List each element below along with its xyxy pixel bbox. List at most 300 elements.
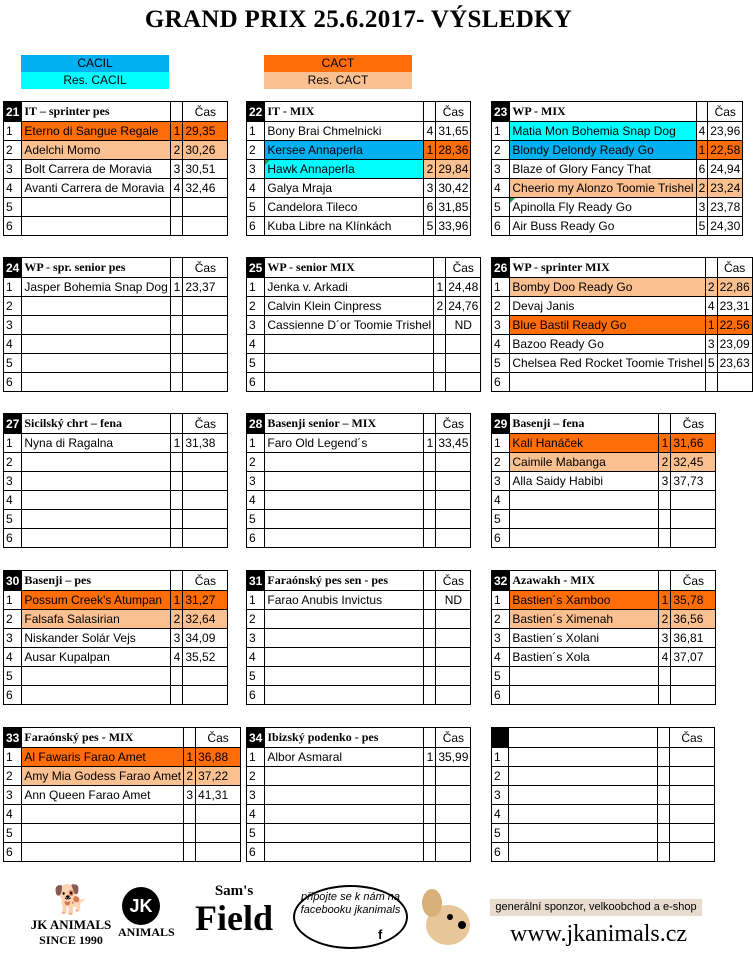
dog-name: Blue Bastil Ready Go [510,316,706,335]
results-table [3,257,228,392]
run-time: 32,64 [183,610,228,629]
row-rank: 6 [4,529,22,548]
dog-name [265,373,434,392]
row-rank: 6 [492,217,510,236]
cartoon-dog-illustration [410,881,482,953]
table-row [247,767,471,786]
time-header: Čas [436,728,471,748]
run-time: 35,52 [183,648,228,667]
table-row [247,610,471,629]
jk-animals-since-1990-logo [30,883,112,951]
dog-name: Kuba Libre na Klínkách [265,217,424,236]
placement: 2 [184,767,196,786]
time-header: Čas [671,571,716,591]
table-row [247,648,471,667]
placement: 2 [659,610,671,629]
dog-name [22,297,171,316]
category-title: Basenji senior – MIX [265,414,424,434]
dog-name: Bomby Doo Ready Go [510,278,706,297]
row-rank: 5 [247,510,265,529]
run-time [436,491,471,510]
run-time [436,767,471,786]
placement: 1 [424,434,436,453]
row-rank: 6 [247,843,265,862]
dog-icon: 🐕 [53,884,89,915]
table-row [4,141,228,160]
row-rank: 4 [247,179,265,198]
header-blank [424,414,436,434]
row-rank: 3 [4,160,22,179]
table-row [492,198,743,217]
row-rank: 5 [4,824,22,843]
category-title: WP - MIX [510,102,696,122]
run-time: 23,37 [183,278,228,297]
table-row [247,629,471,648]
row-rank: 5 [4,667,22,686]
placement: 2 [696,179,708,198]
time-header: Čas [436,414,471,434]
row-rank: 4 [247,805,265,824]
table-row [4,198,228,217]
table-row [4,160,228,179]
row-rank: 4 [247,335,265,354]
row-rank: 2 [4,141,22,160]
dog-name: Avanti Carrera de Moravia [22,179,171,198]
row-rank: 3 [4,629,22,648]
dog-name: Cassienne D´or Toomie Trishel [265,316,434,335]
row-rank: 1 [247,748,265,767]
row-rank: 6 [247,686,265,705]
placement [658,843,670,862]
run-time: 36,56 [671,610,716,629]
placement [424,667,436,686]
dog-name: Albor Asmaral [265,748,424,767]
dog-name [509,805,658,824]
results-table [3,727,241,862]
category-title [509,728,658,748]
placement: 1 [171,434,183,453]
placement [424,648,436,667]
row-rank: 6 [492,686,510,705]
dog-name: Candelora Tileco [265,198,424,217]
placement [424,786,436,805]
row-rank: 4 [4,805,22,824]
run-time [670,843,715,862]
dog-name [509,748,658,767]
dog-name: Jasper Bohemia Snap Dog [22,278,171,297]
results-table [491,413,716,548]
run-time [183,335,228,354]
run-time [183,667,228,686]
dog-name: Chelsea Red Rocket Toomie Trishel [510,354,706,373]
run-time [670,824,715,843]
row-rank: 5 [4,354,22,373]
row-rank: 5 [492,198,510,217]
placement: 3 [424,179,436,198]
run-time: 31,38 [183,434,228,453]
row-rank: 2 [247,767,265,786]
row-rank: 5 [492,354,510,373]
dog-name: Bazoo Ready Go [510,335,706,354]
row-rank: 2 [492,610,510,629]
table-row [247,122,471,141]
table-row [492,686,716,705]
dog-name: Possum Creek's Atumpan [22,591,171,610]
dog-name [510,686,659,705]
row-rank: 4 [492,805,509,824]
placement [171,335,183,354]
run-time [436,629,471,648]
dog-name: Galya Mraja [265,179,424,198]
placement: 2 [705,278,717,297]
placement [184,805,196,824]
header-blank [659,414,671,434]
header-blank [424,571,436,591]
placement [658,748,670,767]
category-title: Basenji – pes [22,571,171,591]
time-header: Čas [183,414,228,434]
run-time [446,354,481,373]
run-time: 31,27 [183,591,228,610]
row-rank: 5 [247,354,265,373]
dog-name [510,529,659,548]
table-row [247,335,481,354]
table-row [4,510,228,529]
dog-name [265,648,424,667]
placement: 3 [659,629,671,648]
results-table [3,413,228,548]
row-rank: 5 [492,667,510,686]
row-rank: 5 [4,510,22,529]
table-row [492,667,716,686]
placement: 1 [659,591,671,610]
row-rank: 4 [4,335,22,354]
run-time: 30,51 [183,160,228,179]
dog-name [265,824,424,843]
table-row [4,278,228,297]
table-row [4,748,241,767]
table-row [492,373,753,392]
dog-name [22,472,171,491]
run-time: 30,26 [183,141,228,160]
placement [184,843,196,862]
row-rank: 3 [492,786,509,805]
placement: 3 [705,335,717,354]
table-row [4,373,228,392]
placement [424,767,436,786]
table-row [4,843,241,862]
dog-name: Bony Brai Chmelnicki [265,122,424,141]
placement [171,453,183,472]
placement: 1 [659,434,671,453]
time-header: Čas [670,728,715,748]
run-time [436,805,471,824]
table-row [492,278,753,297]
legend-cacil: CACIL [21,55,169,72]
table-row [492,179,743,198]
time-header: Čas [183,102,228,122]
category-number: 26 [492,258,510,278]
dog-name [265,610,424,629]
run-time: 22,86 [717,278,752,297]
category-title: WP - sprinter MIX [510,258,706,278]
row-rank: 3 [247,160,265,179]
run-time: 32,46 [183,179,228,198]
time-header: Čas [183,258,228,278]
placement: 4 [696,122,708,141]
dog-name [510,491,659,510]
placement [424,491,436,510]
jk-circle-logo: JK [122,887,160,925]
row-rank: 4 [4,491,22,510]
run-time: 31,66 [671,434,716,453]
run-time [436,686,471,705]
row-rank: 4 [492,335,510,354]
table-row [492,748,715,767]
run-time [183,510,228,529]
dog-name: Amy Mia Godess Farao Amet [22,767,184,786]
row-rank: 4 [247,491,265,510]
placement [171,198,183,217]
table-row [492,767,715,786]
run-time [183,217,228,236]
run-time: 29,35 [183,122,228,141]
time-header: Čas [436,571,471,591]
dog-name: Nyna di Ragalna [22,434,171,453]
header-blank [658,728,670,748]
table-row [247,824,471,843]
placement [424,529,436,548]
dog-name: Eterno di Sangue Regale [22,122,171,141]
run-time: ND [436,591,471,610]
row-rank: 6 [4,217,22,236]
dog-name: Adelchi Momo [22,141,171,160]
table-row [4,786,241,805]
dog-name: Air Buss Ready Go [510,217,696,236]
table-row [247,453,471,472]
category-title: Azawakh - MIX [510,571,659,591]
row-rank: 2 [4,453,22,472]
table-row [492,591,716,610]
table-row [4,122,228,141]
category-number: 32 [492,571,510,591]
placement: 1 [424,748,436,767]
dog-name: Ann Queen Farao Amet [22,786,184,805]
placement [659,686,671,705]
run-time [436,472,471,491]
dog-name [22,824,184,843]
run-time [183,198,228,217]
placement [424,686,436,705]
table-row [492,354,753,373]
table-row [4,217,228,236]
row-rank: 2 [247,297,265,316]
run-time: 29,84 [436,160,471,179]
row-rank: 1 [4,122,22,141]
row-rank: 5 [247,198,265,217]
run-time: 23,63 [717,354,752,373]
placement: 5 [696,217,708,236]
run-time [671,529,716,548]
run-time: 23,24 [708,179,743,198]
run-time [183,373,228,392]
placement: 3 [171,160,183,179]
run-time: 41,31 [196,786,241,805]
page-title: GRAND PRIX 25.6.2017- VÝSLEDKY [144,6,573,33]
table-row [247,491,471,510]
placement [659,529,671,548]
run-time [436,610,471,629]
table-row [247,529,471,548]
row-rank: 1 [492,748,509,767]
table-row [247,591,471,610]
row-rank: 1 [247,591,265,610]
row-rank: 1 [492,434,510,453]
run-time [183,686,228,705]
row-rank: 1 [4,748,22,767]
placement [659,491,671,510]
table-row [492,824,715,843]
placement [658,805,670,824]
table-row [247,748,471,767]
placement [171,686,183,705]
results-table [246,570,471,705]
row-rank: 6 [492,373,510,392]
facebook-icon: f [378,927,383,942]
website-link[interactable]: www.jkanimals.cz [510,921,688,947]
table-row [492,629,716,648]
table-row [492,141,743,160]
header-blank [171,571,183,591]
placement [424,591,436,610]
row-rank: 1 [4,591,22,610]
header-blank [696,102,708,122]
row-rank: 2 [247,141,265,160]
run-time [717,373,752,392]
row-rank: 2 [247,610,265,629]
results-table [3,570,228,705]
run-time [671,491,716,510]
table-row [247,278,481,297]
header-blank [424,728,436,748]
table-row [492,786,715,805]
run-time: 35,99 [436,748,471,767]
row-rank: 1 [247,278,265,297]
run-time [670,767,715,786]
placement [658,824,670,843]
run-time: 28,36 [436,141,471,160]
table-row [4,591,228,610]
placement: 3 [659,472,671,491]
run-time: 22,58 [708,141,743,160]
placement [171,510,183,529]
dog-name: Caimile Mabanga [510,453,659,472]
row-rank: 2 [492,141,510,160]
dog-name [22,198,171,217]
run-time [196,843,241,862]
placement: 6 [696,160,708,179]
table-row [247,297,481,316]
run-time [670,748,715,767]
table-row [247,217,471,236]
category-title: IT – sprinter pes [22,102,171,122]
table-row [492,335,753,354]
run-time: 34,09 [183,629,228,648]
table-row [247,686,471,705]
placement [424,805,436,824]
dog-name [265,686,424,705]
category-title: Faraónský pes - MIX [22,728,184,748]
run-time [671,686,716,705]
dog-name [265,453,424,472]
row-rank: 4 [247,648,265,667]
row-rank: 1 [492,591,510,610]
row-rank: 6 [492,529,510,548]
facebook-speech-bubble: připojte se k nám na facebooku jkanimals [293,885,408,949]
table-row [492,805,715,824]
dog-name: Blaze of Glory Fancy That [510,160,696,179]
row-rank: 6 [247,217,265,236]
placement [659,510,671,529]
run-time [183,529,228,548]
dog-name [22,217,171,236]
category-number: 25 [247,258,265,278]
dog-name: Bastien´s Xola [510,648,659,667]
dog-name [22,686,171,705]
table-row [4,354,228,373]
placement [171,316,183,335]
dog-name: Falsafa Salasirian [22,610,171,629]
logo-brand-text: JK ANIMALS [30,917,112,932]
run-time: 36,81 [671,629,716,648]
placement [424,843,436,862]
run-time [436,667,471,686]
results-table [491,570,716,705]
header-blank [171,414,183,434]
row-rank: 4 [492,179,510,198]
time-header: Čas [717,258,752,278]
run-time: ND [446,316,481,335]
time-header: Čas [183,571,228,591]
row-rank: 6 [4,373,22,392]
table-row [4,767,241,786]
table-row [492,472,716,491]
dog-name [265,786,424,805]
row-rank: 1 [492,122,510,141]
placement: 3 [696,198,708,217]
row-rank: 1 [4,434,22,453]
table-row [247,805,471,824]
run-time [671,510,716,529]
category-number: 23 [492,102,510,122]
placement [171,529,183,548]
table-row [247,160,471,179]
dog-name: Kersee Annaperla [265,141,424,160]
run-time [183,453,228,472]
dog-name [22,510,171,529]
table-row [4,686,228,705]
dog-name [265,491,424,510]
category-number: 28 [247,414,265,434]
time-header: Čas [196,728,241,748]
run-time: 23,96 [708,122,743,141]
dog-name [22,529,171,548]
category-title: IT - MIX [265,102,424,122]
placement: 4 [424,122,436,141]
dog-name: Jenka v. Arkadi [265,278,434,297]
dog-name: Bastien´s Xamboo [510,591,659,610]
dog-name: Hawk Annaperla [265,160,424,179]
